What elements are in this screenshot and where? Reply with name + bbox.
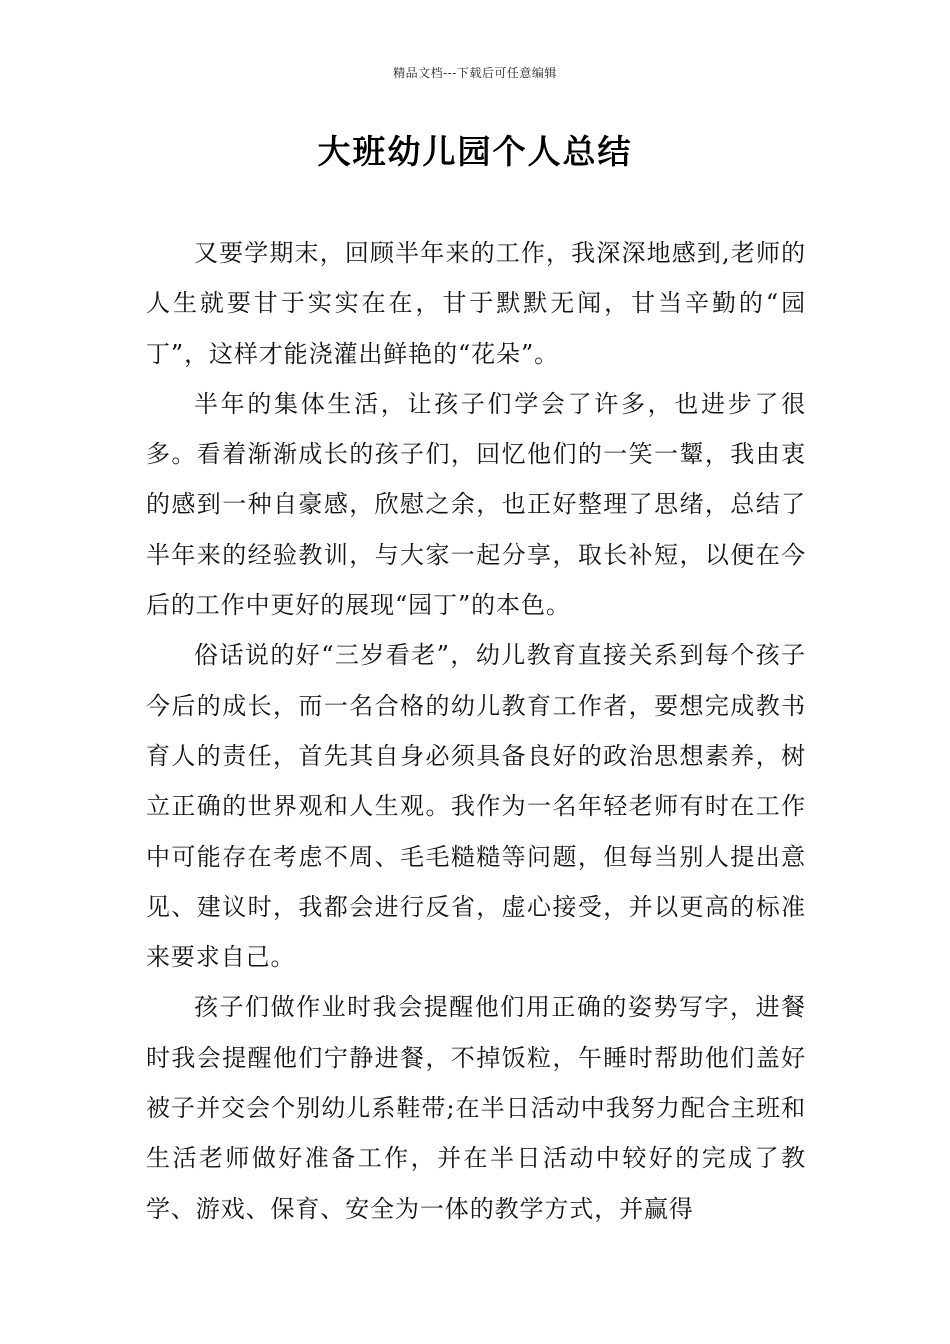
paragraph: 孩子们做作业时我会提醒他们用正确的姿势写字，进餐时我会提醒他们宁静进餐，不掉饭粒，午睡时帮助他们盖好被子并交会个别幼儿系鞋带;在半日活动中我努力配合主班和生活老师做好准备工作，并在半日活动中较好的完成了教学、游戏、保育、安全为一体的教学方式，并赢得 xyxy=(146,993,806,1223)
paragraph: 半年的集体生活，让孩子们学会了许多，也进步了很多。看着渐渐成长的孩子们，回忆他们的一笑一颦，我由衷的感到一种自豪感，欣慰之余，也正好整理了思绪，总结了半年来的经验教训，与大家一起分享，取长补短，以便在今后的工作中更好的展现“园丁”的本色。 xyxy=(146,389,806,620)
document-body xyxy=(146,228,806,1234)
header-note: 精品文档---下载后可任意编辑 xyxy=(393,66,557,80)
paragraph: 又要学期末，回顾半年来的工作，我深深地感到,老师的人生就要甘于实实在在，甘于默默无闻，甘当辛勤的“园丁”，这样才能浇灌出鲜艳的“花朵”。 xyxy=(146,239,806,368)
paragraph: 俗话说的好“三岁看老”，幼儿教育直接关系到每个孩子今后的成长，而一名合格的幼儿教育工作者，要想完成教书育人的责任，首先其自身必须具备良好的政治思想素养，树立正确的世界观和人生观。我作为一名年轻老师有时在工作中可能存在考虑不周、毛毛糙糙等问题，但每当别人提出意见、建议时，我都会进行反省，虚心接受，并以更高的标准来要求自己。 xyxy=(146,641,806,972)
document-title: 大班幼儿园个人总结 xyxy=(317,132,633,171)
